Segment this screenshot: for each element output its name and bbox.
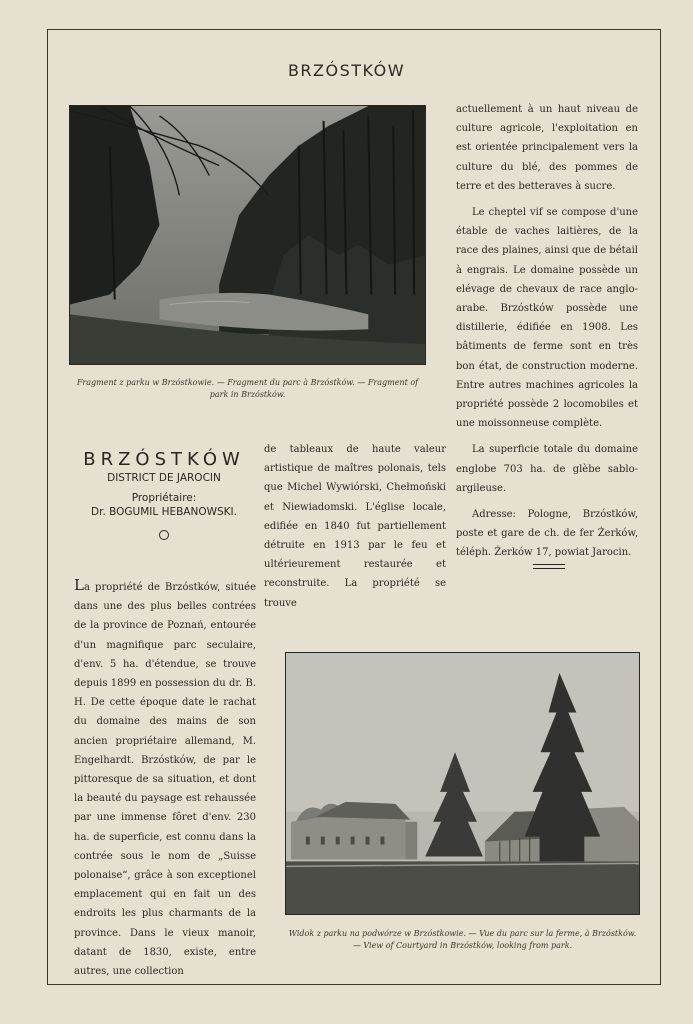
column-3-text	[456, 100, 638, 563]
column-3-paragraph-1: actuellement à un haut niveau de culture agricole, l'exploitation en est orientée principalement vers la culture du blé, des pommes de terre et des betteraves à sucre.	[456, 104, 638, 192]
column-2-paragraph: de tableaux de haute valeur artistique de maîtres polonais, tels que Michel Wywiórski, Chełmoński et Niewiadomski. L'église locale, edifiée en 1840 fut partiellement détruite en 1913 par le feu et ultérieurement restaurée et reconstruite. La propriété se trouve	[264, 444, 446, 609]
column-3-paragraph-4: Adresse: Pologne, Brzóstków, poste et gare de ch. de fer Żerków, téléph. Żerków 17, powiat Jarocin.	[456, 509, 638, 559]
owner-label: Propriétaire:	[131, 492, 197, 504]
section-divider	[533, 564, 565, 569]
column-3-paragraph-2: Le cheptel vif se compose d'une étable de vaches laitières, de la race des plaines, ainsi que de bétail à engrais. Le domaine possède un elévage de chevaux de race anglo-arabe. Brzóstków possède une distillerie, édifiée en 1908. Les bâtiments de ferme sont en très bon état, de construction moderne. Entre autres machines agricoles la propriété possède 2 locomobiles et une moissonneuse complète.	[456, 207, 638, 430]
column-1-text	[74, 576, 256, 981]
column-3-paragraph-3: La superficie totale du domaine englobe 703 ha. de glèbe sablo-argileuse.	[456, 444, 638, 494]
ornament-icon	[159, 530, 169, 540]
park-photo-caption: Fragment z parku w Brzóstkowie. — Fragment du parc à Brzóstków. — Fragment of park in Brzóstków.	[76, 378, 419, 399]
estate-heading-block	[66, 449, 262, 540]
estate-name: BRZÓSTKÓW	[83, 449, 245, 470]
courtyard-photo-caption: Widok z parku na podwórze w Brzóstkowie. — Vue du parc sur la ferme, à Brzóstków. — View of Courtyard in Brzóstków, looking from park.	[288, 929, 637, 950]
owner-name: Dr. BOGUMIL HEBANOWSKI.	[91, 506, 237, 518]
dropcap: L	[74, 576, 84, 594]
page-title: BRZÓSTKÓW	[287, 61, 406, 80]
column-2-text	[264, 440, 446, 613]
estate-district: DISTRICT DE JAROCIN	[107, 472, 221, 484]
park-photo	[69, 105, 426, 365]
column-1-paragraph: a propriété de Brzóstków, située dans une des plus belles contrées de la province de Poznań, entourée d'un magnifique parc seculaire, d'env. 5 ha. d'étendue, se trouve depuis 1899 en possession du dr. B. H. De cette époque date le rachat du domaine des mains de son ancien propriétaire allemand, M. Engelhardt. Brzóstków, de par le pittoresque de sa situation, et dont la beauté du paysage est rehaussée par une immense fôret d'env. 230 ha. de superficie, est connu dans la contrée sous le nom de „Suisse polonaise“, grâce à son exceptionel emplacement qui en fait un des endroits les plus charmants de la province. Dans le vieux manoir, datant de 1830, existe, entre autres, une collection	[74, 582, 256, 978]
courtyard-photo	[285, 652, 640, 915]
